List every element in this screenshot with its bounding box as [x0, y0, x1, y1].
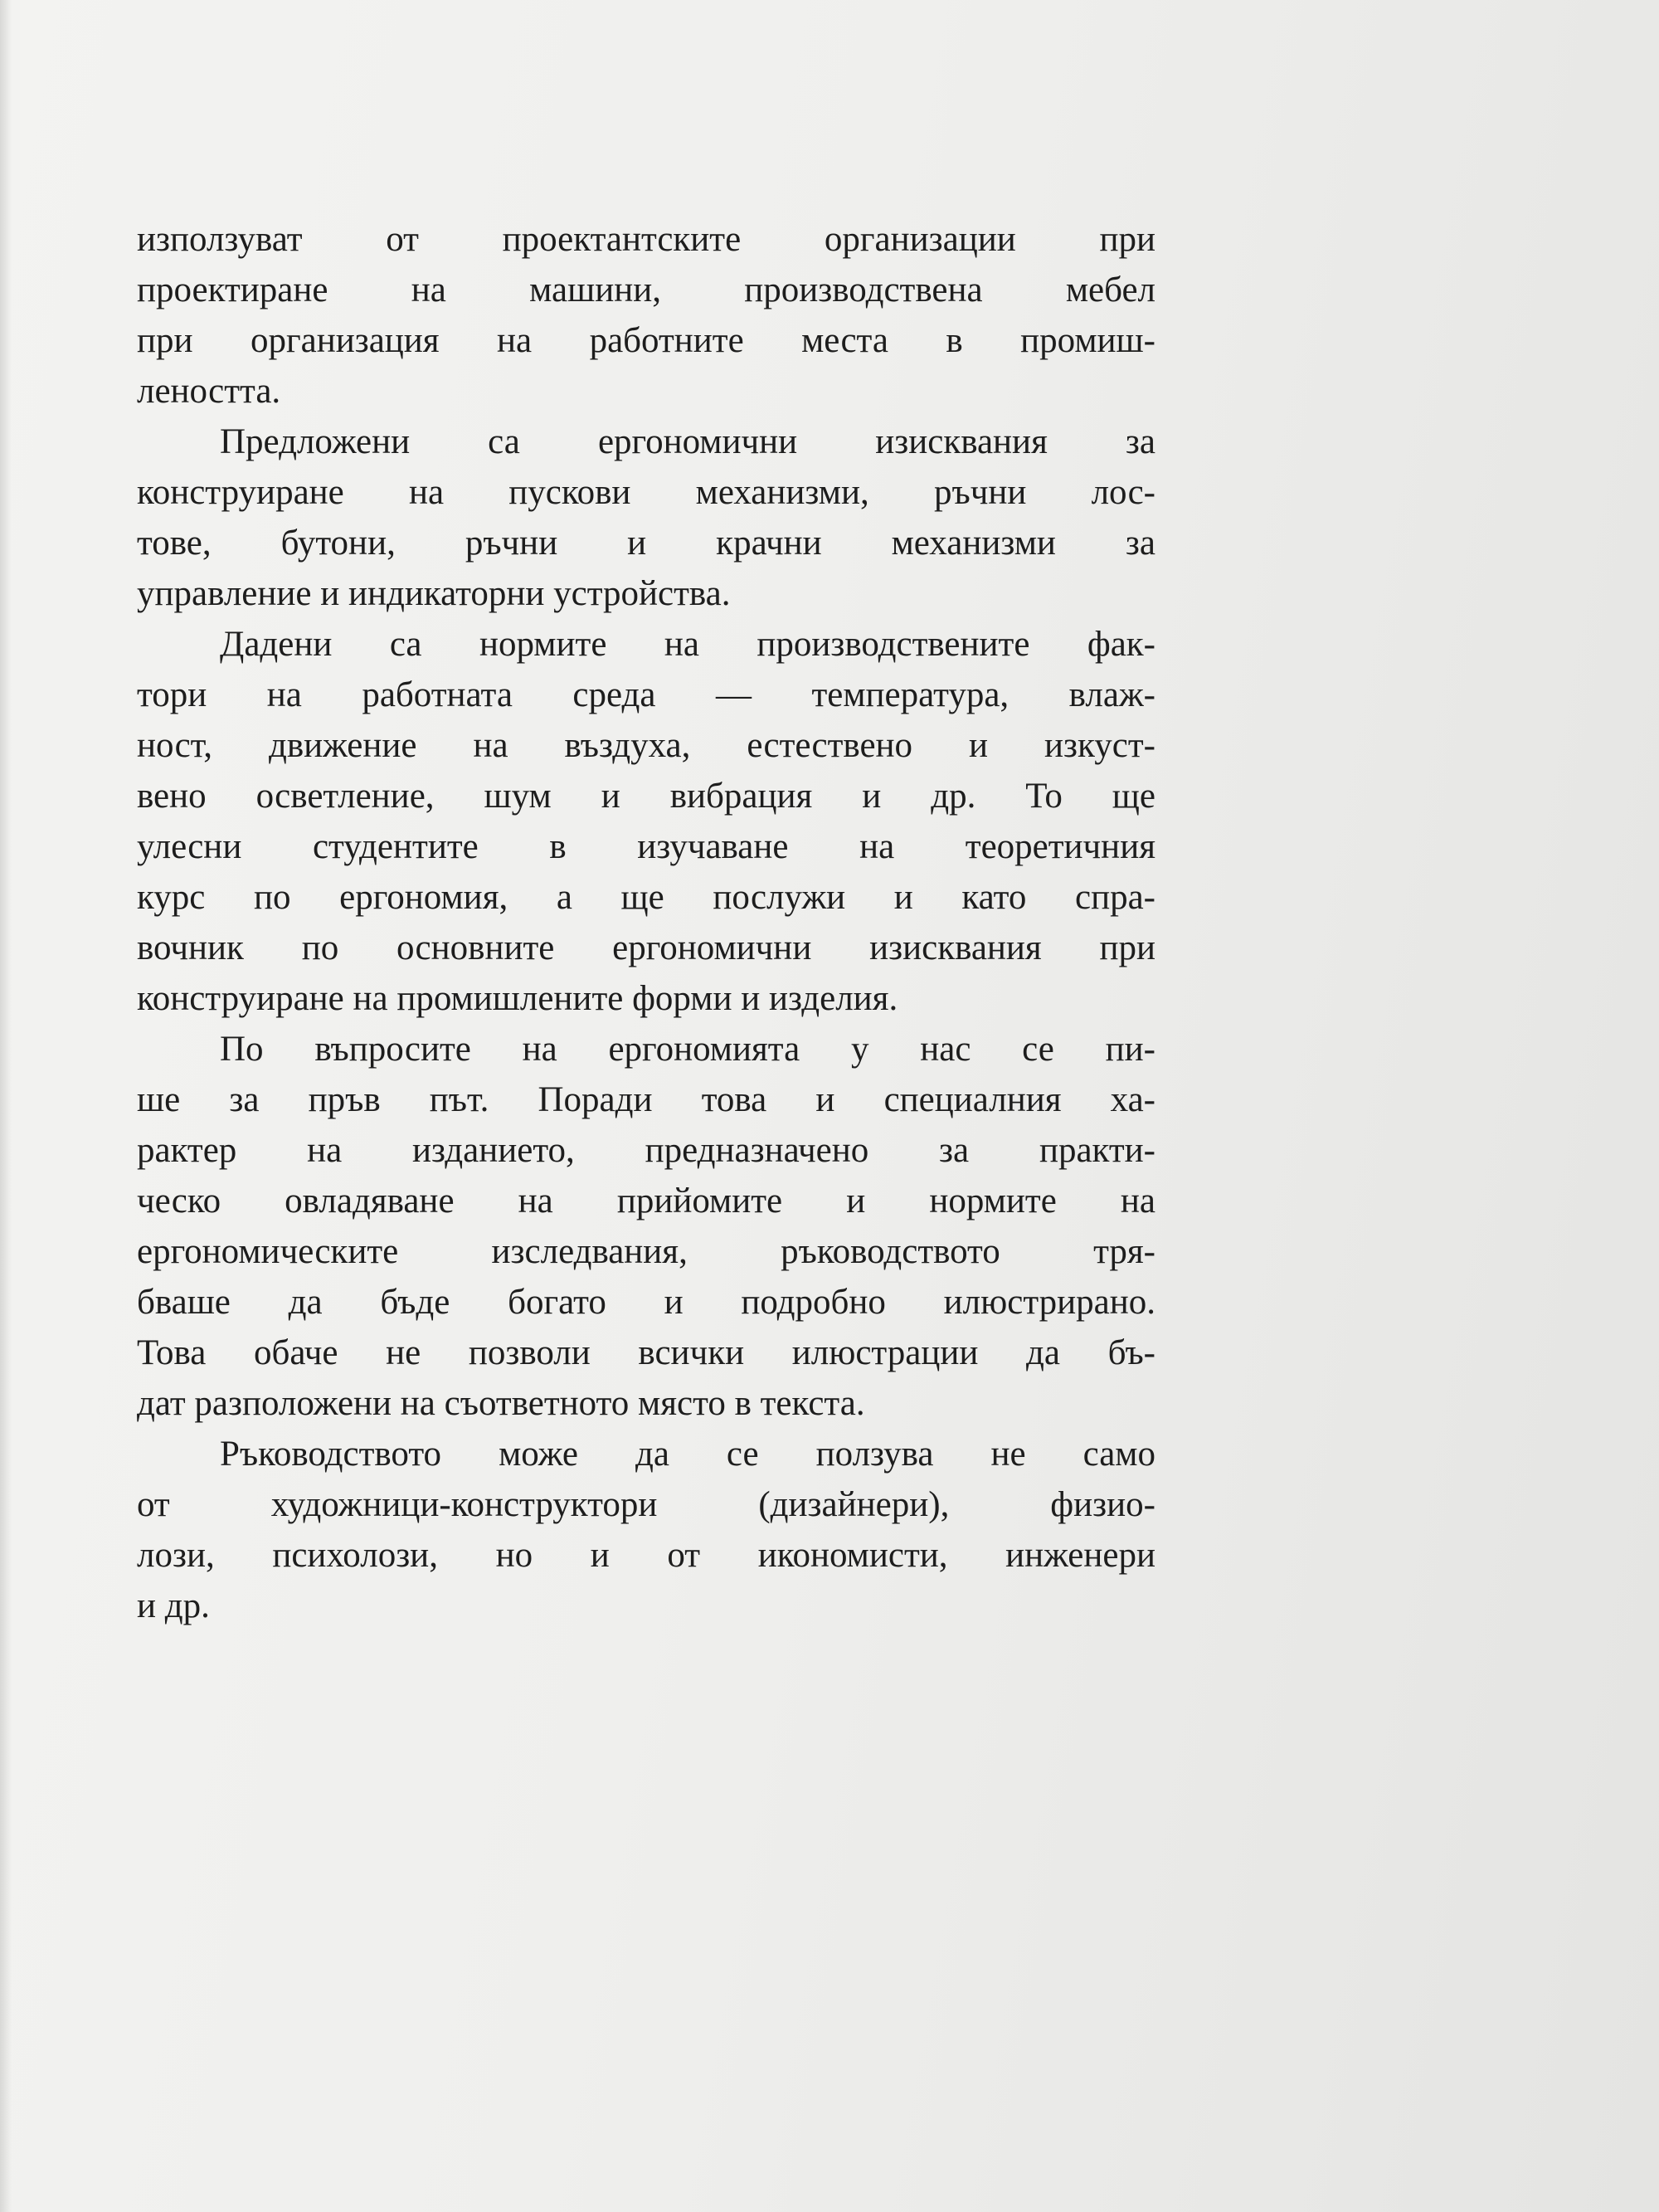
page-gutter-shadow [0, 0, 12, 2212]
paragraph-1 [137, 214, 1155, 417]
text-line: ност, движение на въздуха, естествено и изкуст- [137, 726, 1155, 765]
text-line: Ръководството може да се ползува не само [220, 1435, 1155, 1474]
text-line: тове, бутони, ръчни и крачни механизми за [137, 524, 1155, 563]
paragraph-2 [137, 417, 1155, 619]
text-line: курс по ергономия, а ще послужи и като спра- [137, 878, 1155, 917]
text-line: улесни студентите в изучаване на теоретичния [137, 827, 1155, 866]
text-line: Това обаче не позволи всички илюстрации да бъ- [137, 1333, 1155, 1372]
text-line: вочник по основните ергономични изисквания при [137, 928, 1155, 967]
text-line: и др. [137, 1586, 210, 1625]
paragraph-3 [137, 619, 1155, 1024]
text-line: леността. [137, 372, 281, 411]
text-line: По въпросите на ергономията у нас се пи- [220, 1030, 1155, 1069]
paragraph-5 [137, 1429, 1155, 1631]
text-line: използуват от проектантските организации при [137, 220, 1155, 259]
text-line: рактер на изданието, предназначено за практи- [137, 1131, 1155, 1170]
text-line: управление и индикаторни устройства. [137, 574, 731, 613]
text-line: дат разположени на съответното място в текста. [137, 1384, 865, 1423]
text-line: Предложени са ергономични изисквания за [220, 422, 1155, 461]
text-line: проектиране на машини, производствена мебел [137, 270, 1155, 309]
text-line: ергономическите изследвания, ръководството тря- [137, 1232, 1155, 1271]
text-line: лози, психолози, но и от икономисти, инженери [137, 1536, 1155, 1575]
text-line: конструиране на пускови механизми, ръчни лос- [137, 473, 1155, 512]
text-line: конструиране на промишлените форми и изделия. [137, 979, 898, 1018]
text-line: тори на работната среда — температура, влаж- [137, 675, 1155, 714]
text-line: Дадени са нормите на производствените фак- [220, 625, 1155, 664]
paragraph-4 [137, 1024, 1155, 1429]
text-line: вено осветление, шум и вибрация и др. То ще [137, 777, 1155, 816]
text-line: ше за пръв път. Поради това и специалния ха- [137, 1080, 1155, 1119]
text-line: ческо овладяване на прийомите и нормите на [137, 1182, 1155, 1220]
text-line: при организация на работните места в промиш- [137, 321, 1155, 360]
body-text [137, 214, 1155, 1631]
text-line: от художници-конструктори (дизайнери), физио- [137, 1485, 1155, 1524]
text-line: бваше да бъде богато и подробно илюстрирано. [137, 1283, 1155, 1322]
